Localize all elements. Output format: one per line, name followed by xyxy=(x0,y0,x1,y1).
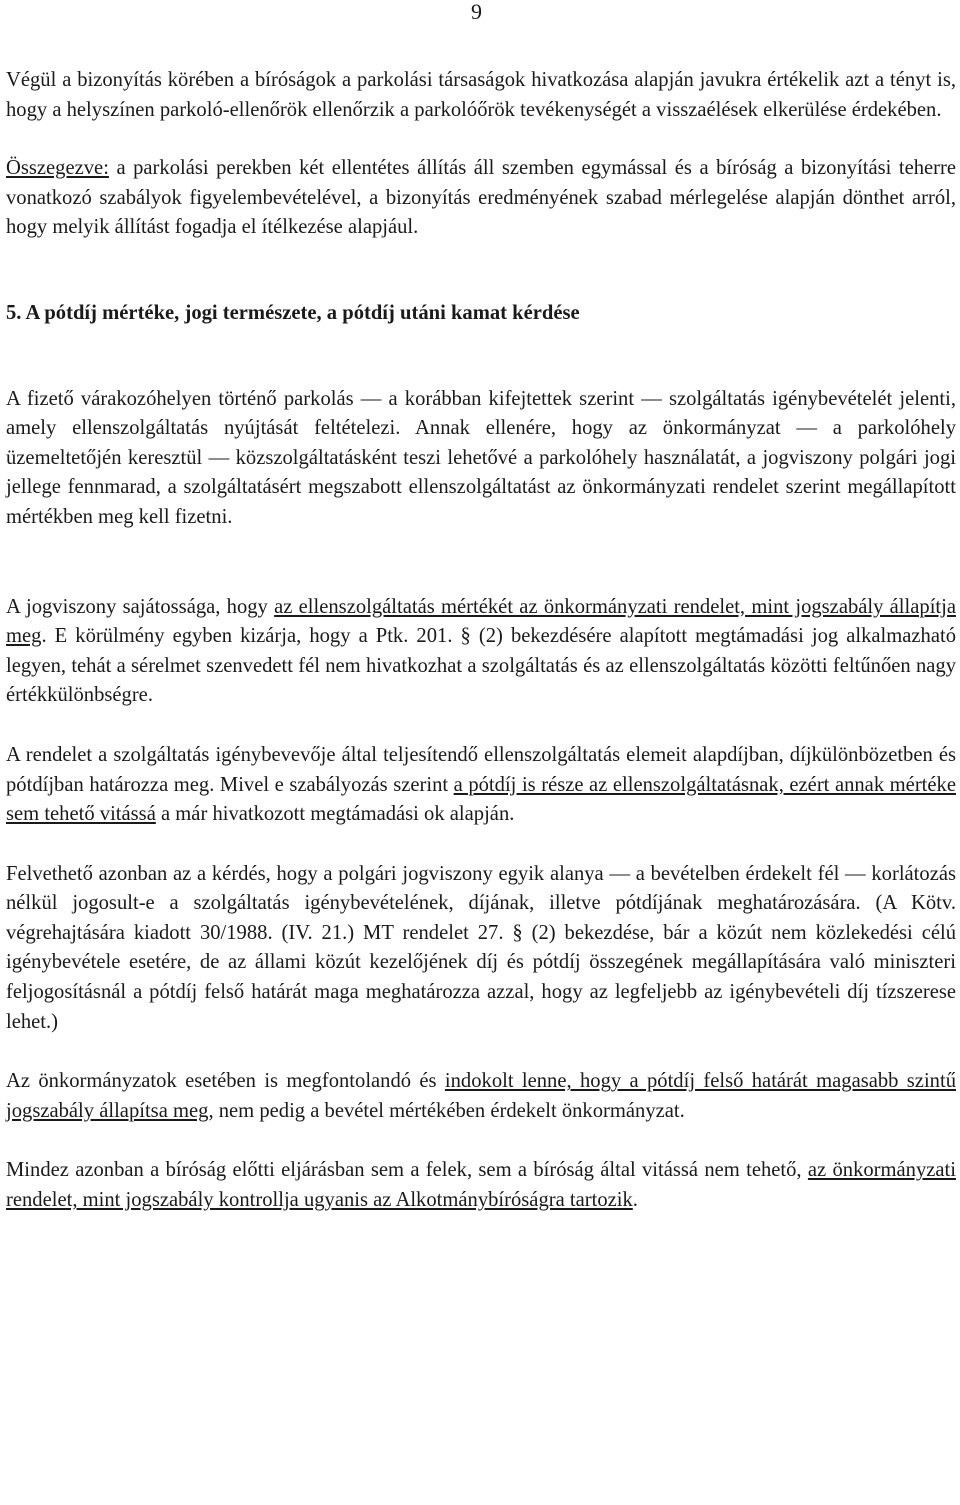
p5-before: A rendelet a szolgáltatás igénybevevője által teljesítendő ellenszolgáltatás elemeit alapdíjban, díjkülönbözetben és pótdíjban határozza meg. Mivel e szabályozás szerint xyxy=(6,743,956,796)
paragraph-municipalities xyxy=(6,1067,956,1126)
paragraph-evidence: Végül a bizonyítás körében a bíróságok a parkolási társaságok hivatkozása alapján javukra értékelik azt a tényt is, hogy a helyszínen parkoló-ellenőrök ellenőrzik a parkolóőrök tevékenységét a visszaélések elkerülése érdekében. xyxy=(6,69,956,121)
p7-before: Az önkormányzatok esetében is megfontolandó és xyxy=(6,1070,445,1093)
paragraph-question: Felvethető azonban az a kérdés, hogy a polgári jogviszony egyik alanya — a bevételben érdekelt fél — korlátozás nélkül jogosult-e a szolgáltatás igénybevételének, díjának, illetve pótdíjának meghatározására. (A Kötv. végrehajtására kiadott 30/1988. (IV. 21.) MT rendelet 27. § (2) bekezdése, bár a közút nem közlekedési célú igénybevétele esetére, de az állami közút kezelőjének díj és pótdíj összegének megállapítására való miniszteri feljogosításnál a pótdíj felső határát maga meghatározza azzal, hogy az legfeljebb az igénybevételi díj tízszerese lehet.) xyxy=(6,862,956,1033)
p7-after: , nem pedig a bevétel mértékében érdekelt önkormányzat. xyxy=(208,1099,685,1122)
p4-underlined: az ellenszolgáltatás mértékét az önkormányzati rendelet, mint jogszabály állapítja meg xyxy=(6,595,956,648)
summary-text: a parkolási perekben két ellentétes állítás áll szemben egymással és a bíróság a bizonyítási teherre vonatkozó szabályok figyelembevételével, a bizonyítás eredményének szabad mérlegelése alapján dönthet arról, hogy melyik állítást fogadja el ítélkezése alapjául. xyxy=(6,157,956,239)
paragraph-regulation-elements xyxy=(6,741,956,830)
p8-before: Mindez azonban a bíróság előtti eljárásban sem a felek, sem a bíróság által vitássá nem tehető, xyxy=(6,1159,808,1182)
p5-underlined: a pótdíj is része az ellenszolgáltatásnak, ezért annak mértéke sem tehető vitássá xyxy=(6,773,956,826)
page-number: 9 xyxy=(471,0,482,24)
document-body xyxy=(6,66,956,1246)
section-heading: 5. A pótdíj mértéke, jogi természete, a pótdíj utáni kamat kérdése xyxy=(6,301,580,324)
p8-after: . xyxy=(632,1189,638,1212)
p5-after: a már hivatkozott megtámadási ok alapján. xyxy=(155,803,515,826)
paragraph-summary xyxy=(6,154,956,243)
p4-before: A jogviszony sajátossága, hogy xyxy=(6,595,275,618)
p4-after: . E körülmény egyben kizárja, hogy a Ptk. 201. § (2) bekezdésére alapított megtámadási jog alkalmazható legyen, tehát a sérelmet szenvedett fél nem hivatkozhat a szolgáltatás és az ellenszolgáltatás közötti feltűnően nagy értékkülönbségre. xyxy=(6,625,956,707)
summary-label: Összegezve: xyxy=(6,157,109,180)
paragraph-parking-service: A fizető várakozóhelyen történő parkolás — a korábban kifejtettek szerint — szolgáltatás igénybevételét jelenti, amely ellenszolgáltatás nyújtását feltételezi. Annak ellenére, hogy az önkormányzat — a parkolóhely üzemeltetőjén keresztül — közszolgáltatásként teszi lehetővé a parkolóhely használatát, a jogviszony polgári jogi jellege fennmarad, a szolgáltatásért megszabott ellenszolgáltatást az önkormányzati rendelet szerint megállapított mértékben meg kell fizetni. xyxy=(6,387,956,528)
p8-underlined: az önkormányzati rendelet, mint jogszabály kontrollja ugyanis az Alkotmánybíróságra tartozik xyxy=(6,1159,956,1212)
paragraph-legal-relationship xyxy=(6,593,956,711)
paragraph-constitutional-court xyxy=(6,1156,956,1215)
p7-underlined: indokolt lenne, hogy a pótdíj felső határát magasabb szintű jogszabály állapítsa meg xyxy=(6,1070,956,1122)
